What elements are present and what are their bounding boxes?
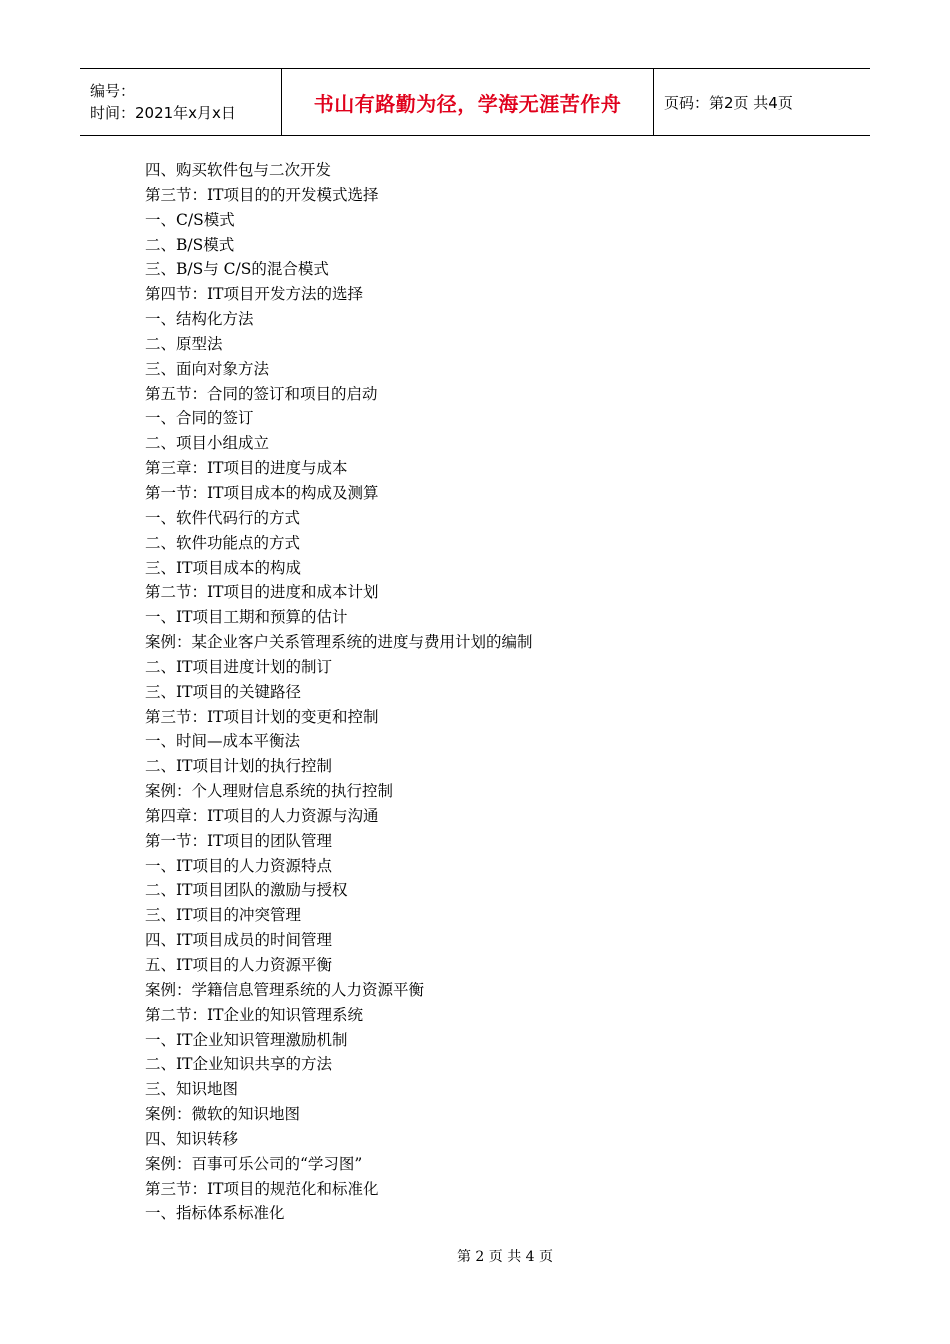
outline-line: 二、项目小组成立 [145, 434, 270, 453]
outline-line: 案例：某企业客户关系管理系统的进度与费用计划的编制 [145, 633, 533, 652]
outline-line: 二、IT企业知识共享的方法 [145, 1055, 332, 1074]
outline-line: 二、软件功能点的方式 [145, 533, 301, 552]
header-page-label: 页码：第2页 共4页 [664, 93, 793, 112]
outline-line: 三、IT项目成本的构成 [145, 558, 301, 577]
header-page-cell [654, 69, 870, 135]
header-meta [80, 69, 282, 135]
outline-line: 四、购买软件包与二次开发 [145, 161, 332, 179]
outline-line: 第二节：IT项目的进度和成本计划 [145, 583, 379, 602]
outline-line: 二、B/S模式 [145, 235, 235, 254]
outline-line: 第三章：IT项目的进度与成本 [145, 459, 348, 478]
outline-line: 一、时间—成本平衡法 [145, 732, 301, 751]
outline-line: 三、面向对象方法 [145, 359, 270, 378]
outline-line: 四、知识转移 [145, 1129, 239, 1148]
outline-line: 第一节：IT项目成本的构成及测算 [145, 483, 379, 502]
outline-line: 第二节：IT企业的知识管理系统 [145, 1005, 363, 1024]
outline-line: 一、结构化方法 [145, 310, 254, 329]
outline-line: 第三节：IT项目的的开发模式选择 [145, 185, 379, 204]
outline-line: 第五节：合同的签订和项目的启动 [145, 384, 378, 403]
outline-line: 一、指标体系标准化 [145, 1204, 285, 1223]
outline-line: 一、C/S模式 [145, 210, 235, 229]
outline-line: 一、IT项目工期和预算的估计 [145, 608, 348, 627]
outline-line: 二、IT项目计划的执行控制 [145, 757, 332, 776]
outline-line: 一、IT企业知识管理激励机制 [145, 1030, 348, 1049]
document-number-label: 编号： [90, 82, 136, 100]
outline-line: 二、IT项目团队的激励与授权 [145, 881, 348, 900]
outline-line: 案例：学籍信息管理系统的人力资源平衡 [145, 980, 425, 999]
footer-page-number: 第 2 页 共 4 页 [456, 1249, 554, 1265]
header-motto: 书山有路勤为径，学海无涯苦作舟 [313, 91, 622, 116]
outline-line: 三、IT项目的关键路径 [145, 682, 301, 701]
page-footer [0, 1246, 950, 1266]
document-time-label: 时间：2021年x月x日 [90, 104, 236, 122]
outline-line: 五、IT项目的人力资源平衡 [145, 956, 332, 974]
outline-line: 第三节：IT项目的规范化和标准化 [145, 1179, 379, 1198]
outline-line: 一、IT项目的人力资源特点 [145, 856, 332, 875]
outline-line: 一、软件代码行的方式 [145, 508, 301, 527]
page-header [80, 68, 870, 136]
outline-line: 三、IT项目的冲突管理 [145, 906, 301, 925]
outline-line: 一、合同的签订 [145, 409, 254, 428]
outline-line: 二、原型法 [145, 334, 223, 353]
outline-line: 案例：百事可乐公司的“学习图” [145, 1154, 363, 1173]
outline-line: 二、IT项目进度计划的制订 [145, 657, 332, 676]
outline-line: 案例：个人理财信息系统的执行控制 [145, 782, 394, 801]
outline-line: 三、知识地图 [145, 1080, 239, 1099]
outline-line: 第四章：IT项目的人力资源与沟通 [145, 806, 379, 825]
outline-line: 第四节：IT项目开发方法的选择 [145, 285, 363, 304]
outline-content [145, 158, 825, 1226]
outline-line: 四、IT项目成员的时间管理 [145, 931, 332, 950]
outline-line: 三、B/S与 C/S的混合模式 [145, 260, 329, 279]
outline-line: 案例：微软的知识地图 [145, 1105, 301, 1124]
outline-line: 第三节：IT项目计划的变更和控制 [145, 707, 379, 726]
header-motto-cell [282, 69, 654, 135]
outline-line: 第一节：IT项目的团队管理 [145, 831, 332, 850]
